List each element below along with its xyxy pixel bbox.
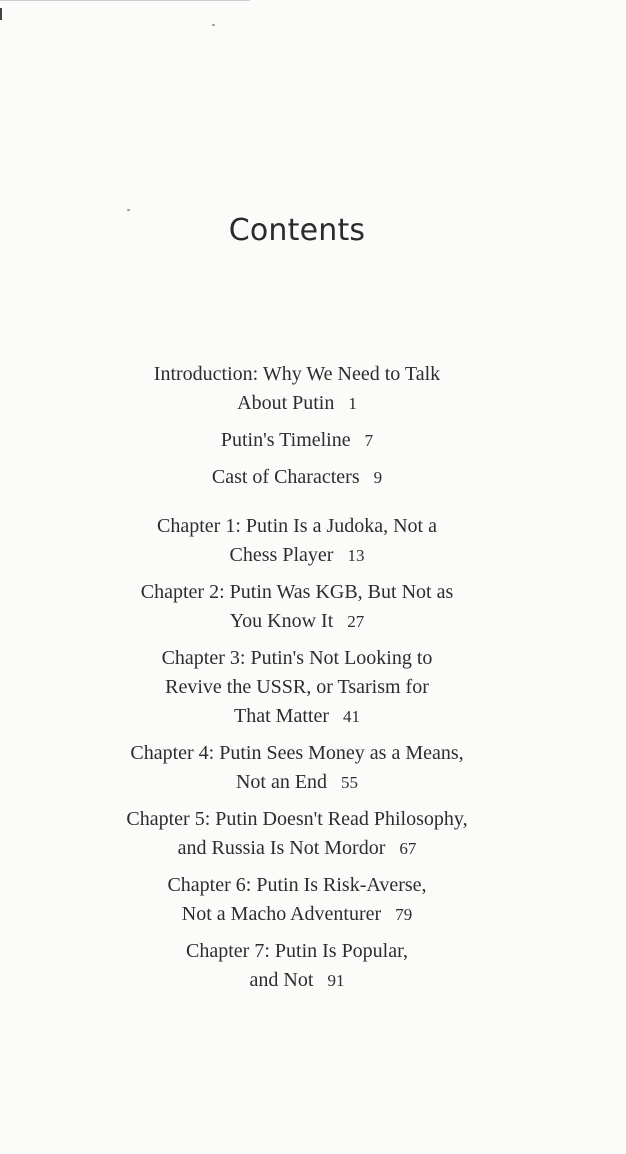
entry-line [0,768,594,797]
page-number: 13 [347,546,365,565]
entry-line [0,900,594,929]
entry-line-text: Cast of Characters [211,466,360,488]
toc-entry-chapter-3 [0,644,594,731]
entry-line: Introduction: Why We Need to Talk [153,363,441,385]
entry-line: Chapter 1: Putin Is a Judoka, Not a [157,515,437,537]
entry-line: Chapter 7: Putin Is Popular, [186,940,408,962]
entry-line-text: Putin's Timeline [220,429,351,451]
toc-entry-chapter-6 [0,871,594,929]
toc-entry-timeline [0,426,594,455]
entry-line: Chapter 4: Putin Sees Money as a Means, [130,742,464,764]
page-number: 9 [373,468,383,487]
entry-line [0,702,594,731]
entry-line-text: Not a Macho Adventurer [181,903,382,925]
entry-line-text: Not an End [235,771,328,793]
toc-entry-chapter-5 [0,805,594,863]
entry-line: Chapter 3: Putin's Not Looking to [161,647,433,669]
entry-line [0,607,594,636]
page-number: 79 [395,905,413,924]
scan-speck [212,24,215,26]
entry-line-text: About Putin [237,392,335,414]
entry-line-text: and Not [249,969,314,991]
entry-line-text: Chess Player [229,544,334,566]
entry-line: Chapter 5: Putin Doesn't Read Philosophy, [126,808,468,830]
toc-entry-cast [0,463,594,492]
page-number: 55 [341,773,359,792]
toc-entry-chapter-1 [0,512,594,570]
table-of-contents [0,360,594,995]
entry-line: Revive the USSR, or Tsarism for [165,676,429,698]
toc-entry-chapter-2 [0,578,594,636]
scan-edge-mark [0,0,250,1]
page-number: 27 [347,612,365,631]
entry-line [0,966,594,995]
page-number: 41 [342,707,360,726]
scan-corner-mark [0,8,2,20]
entry-line [0,541,594,570]
entry-line [0,389,594,418]
entry-line: Chapter 6: Putin Is Risk-Averse, [167,874,427,896]
entry-line-text: You Know It [229,610,334,632]
page-number: 67 [399,839,417,858]
page-title: Contents [228,213,366,248]
toc-entry-chapter-4 [0,739,594,797]
scan-speck [127,209,130,211]
page-number: 91 [327,971,345,990]
entry-line [0,426,594,455]
entry-line [0,463,594,492]
entry-line-text: and Russia Is Not Mordor [177,837,386,859]
toc-entry-introduction [0,360,594,418]
page-number: 1 [348,394,357,413]
entry-line [0,834,594,863]
entry-line: Chapter 2: Putin Was KGB, But Not as [140,581,454,603]
entry-line-text: That Matter [234,705,329,727]
toc-entry-chapter-7 [0,937,594,995]
page-number: 7 [364,431,374,450]
